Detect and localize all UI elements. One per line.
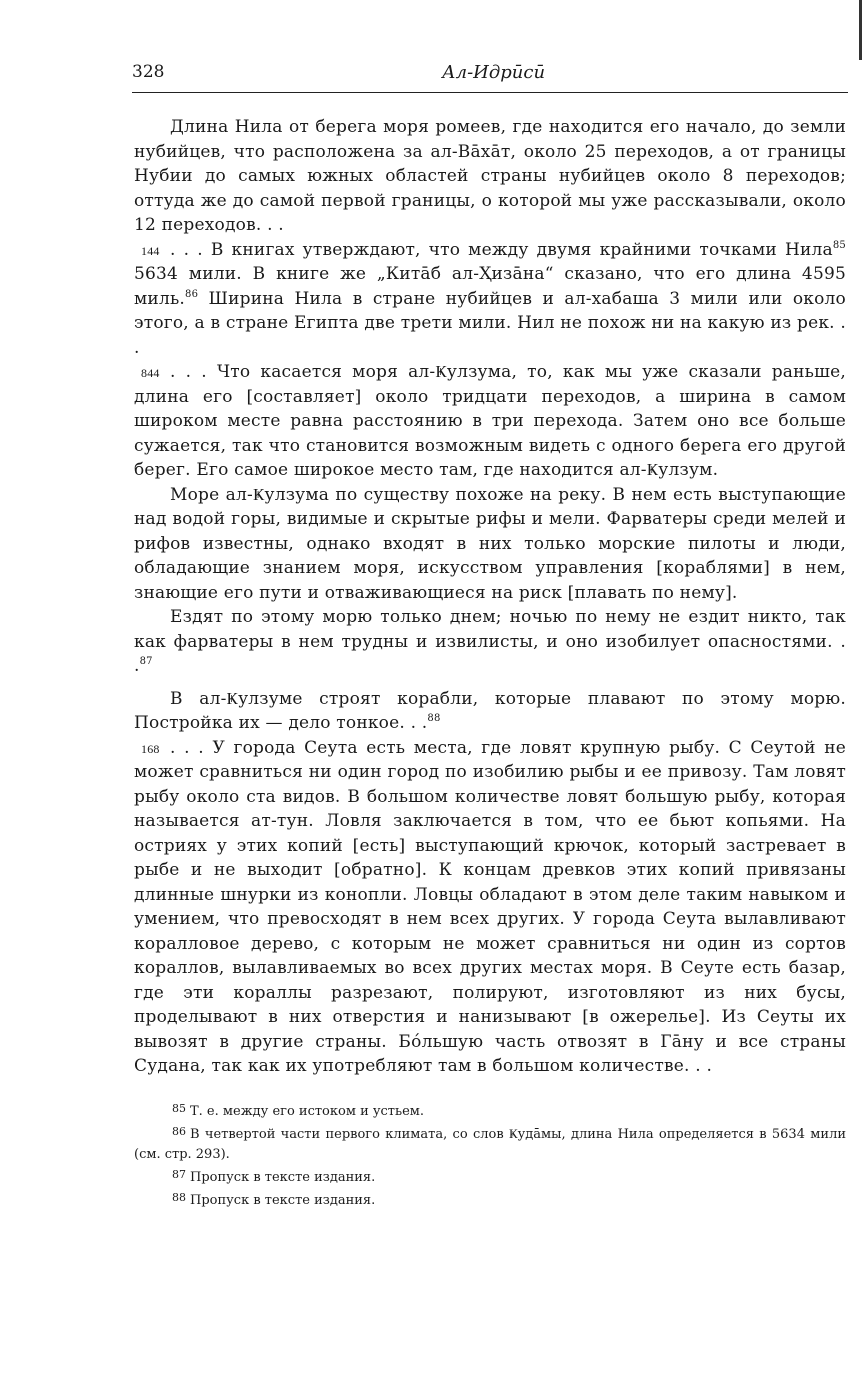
paragraph-text: . . . Что касается моря ал-Ҝулзума, то, как мы уже сказали раньше, длина его [составляет] около тридцати переходов, а ширина в самом широком месте равна расстоянию в три перехода. Затем оно все больше сужается, так что становится возможным видеть с одного берега его другой берег. Его самое широкое место там, где находится ал-Ҝулзум. — [134, 362, 846, 480]
footnote-ref[interactable]: 86 — [185, 288, 199, 300]
footnote-number: 86 — [172, 1124, 186, 1138]
footnote-text: Т. е. между его истоком и устьем. — [190, 1103, 424, 1119]
running-title: Ал-Идрӣсӣ — [442, 62, 546, 83]
margin-marker: 144 — [141, 243, 160, 258]
footnote-number: 87 — [172, 1167, 186, 1181]
paragraph-text: Ширина Нила в стране нубийцев и ал-хабаша 3 мили или около этого, а в стране Египта две трети мили. Нил не похож ни на какую из рек. . . — [134, 288, 846, 358]
footnotes — [134, 1099, 846, 1211]
paragraph-text: Длина Нила от берега моря ромеев, где находится его начало, до земли нубийцев, что расположена за ал-Вāхāт, около 25 переходов, а от границы Нубии до самых южных областей страны нубийцев около 8 переходов; оттуда же до самой первой границы, о которой мы уже рассказывали, около 12 переходов. . . — [134, 117, 846, 235]
footnote-text: В четвертой части первого климата, со слов Ҝудāмы, длина Нила определяется в 5634 мили (см. стр. 293). — [134, 1126, 846, 1162]
page-edge-rule — [859, 0, 862, 60]
running-header — [132, 58, 848, 93]
footnote — [134, 1099, 846, 1122]
paragraph-text: 5634 мили. В книге же „Китāб ал-Ҳизāна“ сказано, что его длина 4595 миль. — [134, 264, 846, 309]
footnote-ref[interactable]: 87 — [139, 656, 153, 667]
paragraph-nile-length — [134, 115, 846, 238]
paragraph-text: Ездят по этому морю только днем; ночью по нему не ездит никто, так как фарватеры в нем трудны и извилисты, и оно изобилует опасностями. . . — [134, 607, 846, 676]
paragraph-qulzum-sea — [134, 360, 846, 483]
footnote — [134, 1188, 846, 1211]
paragraph-qulzum-river — [134, 483, 846, 606]
paragraph-text: В ал-Ҝулзуме строят корабли, которые плавают по этому морю. Постройка их — дело тонкое. . . — [134, 688, 846, 733]
footnote-ref[interactable]: 85 — [832, 239, 846, 251]
footnote-text: Пропуск в тексте издания. — [190, 1169, 376, 1185]
margin-marker: 844 — [141, 366, 160, 380]
page-number: 328 — [132, 62, 165, 82]
main-text — [134, 115, 846, 1211]
paragraph-text: . . . В книгах утверждают, что между двумя крайними точками Нила — [170, 239, 833, 260]
paragraph-text: Море ал-Ҝулзума по существу похоже на реку. В нем есть выступающие над водой горы, видимые и скрытые рифы и мели. Фарватеры среди мелей и рифов известны, однако входят в них только морские пилоты и люди, обладающие знанием моря, искусством управления [кораблями] в нем, знающие его пути и отваживающиеся на риск [плавать по нему]. — [134, 484, 846, 603]
paragraph-ceuta — [134, 736, 846, 1079]
footnote-number: 85 — [172, 1101, 186, 1115]
margin-marker: 168 — [141, 741, 160, 756]
paragraph-nile-books — [134, 238, 846, 361]
footnote-number: 88 — [172, 1190, 186, 1204]
footnote-ref[interactable]: 88 — [427, 713, 441, 724]
footnote-text: Пропуск в тексте издания. — [190, 1192, 376, 1208]
footnote — [134, 1122, 846, 1165]
paragraph-text: . . . У города Сеута есть места, где ловят крупную рыбу. С Сеутой не может сравниться ни один город по изобилию рыбы и ее привозу. Там ловят рыбу около ста видов. В большом количестве ловят большую рыбу, которая называется ат-тун. Ловля заключается в том, что ее бьют копьями. На остриях у этих копий [есть] выступающий крючок, который застревает в рыбе и не выходит [обратно]. К концам древков этих копий привязаны длинные шнурки из конопли. Ловцы обладают в этом деле таким навыком и умением, что превосходят в нем всех других. У города Сеута вылавливают коралловое дерево, с которым не может сравниться ни один из сортов кораллов, вылавливаемых во всех других местах моря. В Сеуте есть базар, где эти кораллы разрезают, полируют, изготовляют из них бусы, проделывают в них отверстия и нанизывают [в ожерелье]. Из Сеуты их вывозят в другие страны. Бóльшую часть отвозят в Гāну и все страны Судана, так как их употребляют там в большом количестве. . . — [134, 737, 846, 1076]
paragraph-shipbuilding — [134, 687, 846, 736]
paragraph-travel-by-day — [134, 605, 846, 679]
footnote — [134, 1165, 846, 1188]
